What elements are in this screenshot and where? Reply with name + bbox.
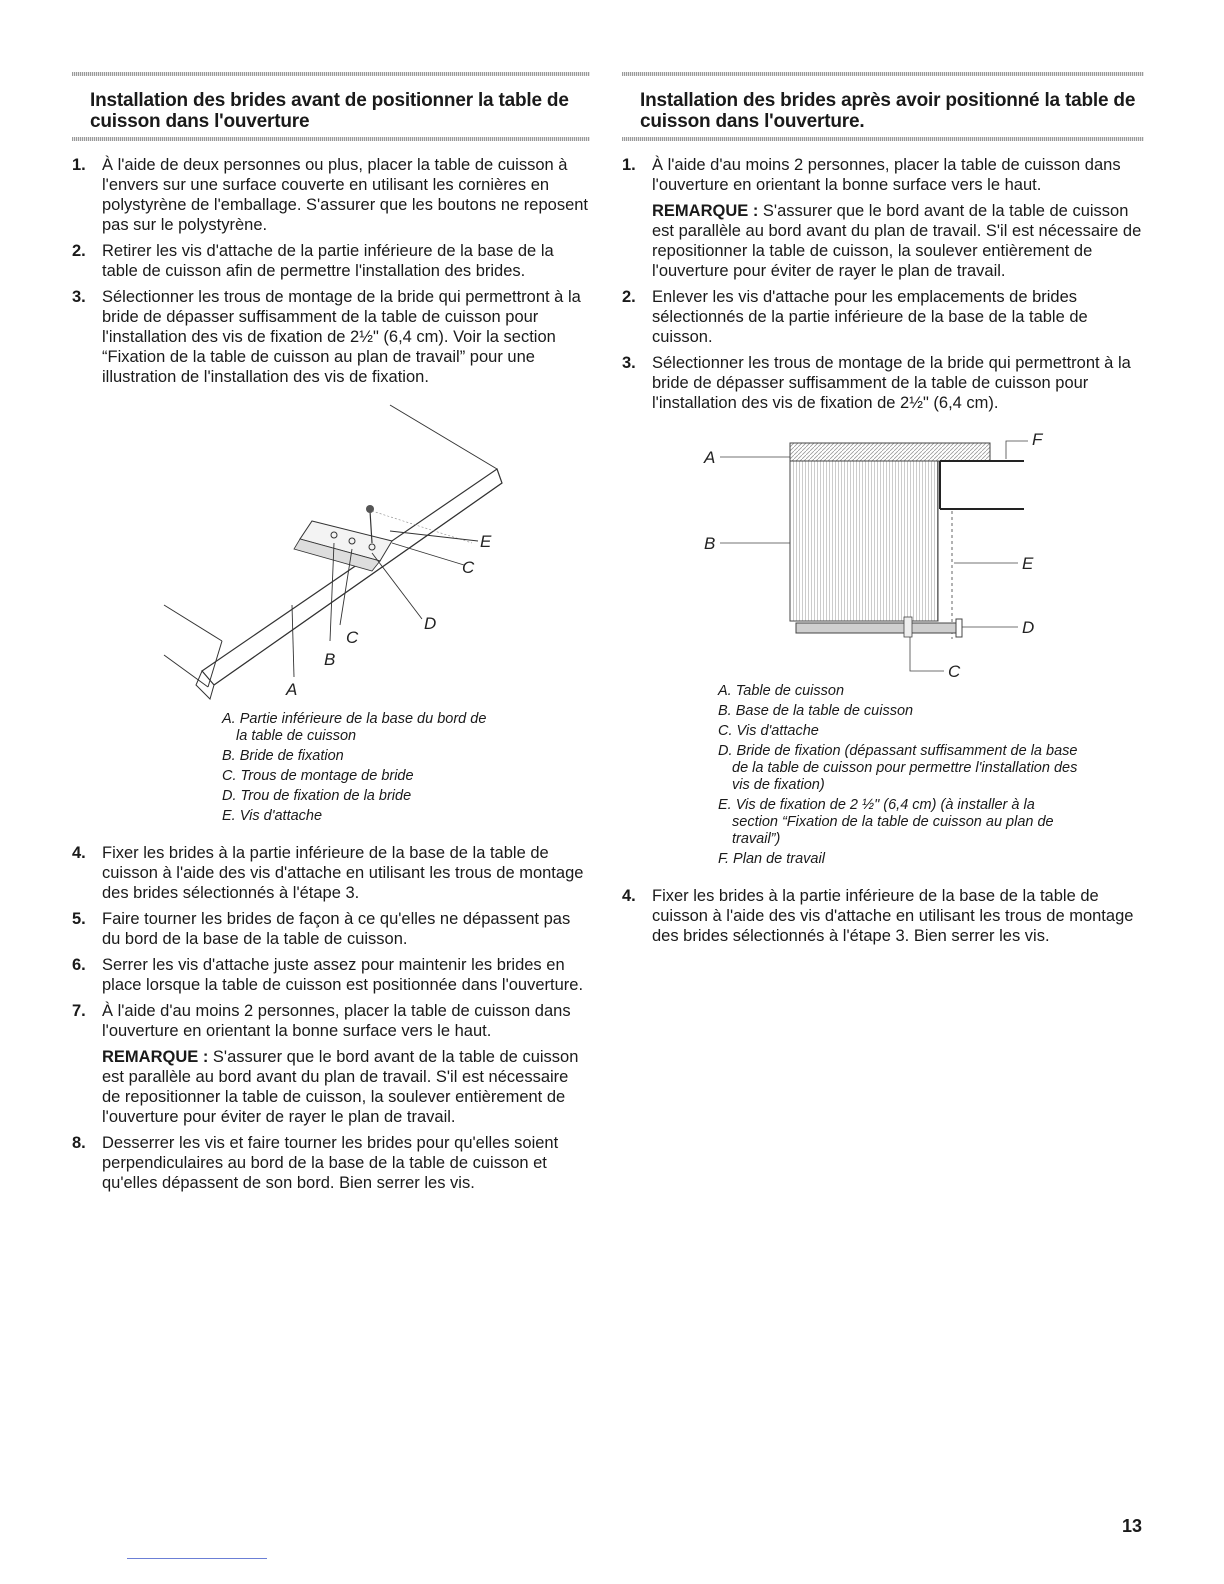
- legend-item: C. Trous de montage de bride: [222, 768, 414, 784]
- steps-list: [622, 886, 1144, 946]
- note-text: S'assurer que le bord avant de la table de cuisson est parallèle au bord avant du plan de travail. S'il est nécessaire de repositionner la table de cuisson, la soulever entièrement de l'ouverture pour éviter de rayer le plan de travail.: [102, 1048, 579, 1126]
- step-number: 3.: [72, 288, 86, 306]
- label-a: A: [286, 680, 298, 699]
- legend-item: D. Bride de fixation (dépassant suffisamment de la base de la table de cuisson pour permettre l'installation des vis de fixation): [718, 743, 1078, 793]
- label-c-left: C: [346, 628, 359, 647]
- legend-item: C. Vis d'attache: [718, 723, 819, 739]
- right-column: [622, 72, 1144, 952]
- label-b: B: [704, 534, 716, 553]
- figure-legend: [718, 683, 1078, 868]
- legend-item: A. Partie inférieure de la base du bord de la table de cuisson: [222, 711, 487, 744]
- step-text: Retirer les vis d'attache de la partie inférieure de la base de la table de cuisson afin de permettre l'installation des brides.: [102, 242, 554, 280]
- step-number: 7.: [72, 1002, 86, 1020]
- step-text: Desserrer les vis et faire tourner les brides pour qu'elles soient perpendiculaires au bord de la base de la table de cuisson et qu'elles dépassent de son bord. Bien serrer les vis.: [102, 1134, 559, 1192]
- legend-item: B. Bride de fixation: [222, 748, 344, 764]
- label-e: E: [480, 532, 492, 551]
- step-text: Sélectionner les trous de montage de la bride qui permettront à la bride de dépasser suffisamment de la table de cuisson pour l'installation des vis de fixation de 2½" (6,4 cm). Voir la section “Fixation de la table de cuisson au plan de travail” pour une illustration de l'installation des vis de fixation.: [102, 288, 581, 386]
- step-item: [72, 241, 590, 281]
- steps-list: [72, 155, 590, 387]
- step-item: [72, 955, 590, 995]
- footer-line: [127, 1558, 267, 1559]
- step-item: [622, 886, 1144, 946]
- left-column: [72, 72, 590, 1199]
- section-rule-bottom: [622, 137, 1144, 141]
- legend-item: D. Trou de fixation de la bride: [222, 788, 412, 804]
- cross-section-figure: [622, 419, 1144, 677]
- step-text: Faire tourner les brides de façon à ce qu'elles ne dépassent pas du bord de la base de la table de cuisson.: [102, 910, 571, 948]
- section-rule-bottom: [72, 137, 590, 141]
- step-number: 5.: [72, 910, 86, 928]
- step-note: [652, 201, 1144, 281]
- step-item: [622, 287, 1144, 347]
- step-text: Sélectionner les trous de montage de la bride qui permettront à la bride de dépasser suffisamment de la table de cuisson pour l'installation des vis de fixation de 2½" (6,4 cm).: [652, 354, 1131, 412]
- step-text: Serrer les vis d'attache juste assez pour maintenir les brides en place lorsque la table de cuisson est positionnée dans l'ouverture.: [102, 956, 584, 994]
- label-d: D: [424, 614, 437, 633]
- step-number: 3.: [622, 354, 636, 372]
- note-label: REMARQUE :: [102, 1048, 209, 1066]
- step-number: 2.: [72, 242, 86, 260]
- step-item: [72, 287, 590, 387]
- step-item: [72, 1133, 590, 1193]
- steps-list: [622, 155, 1144, 413]
- step-number: 4.: [72, 844, 86, 862]
- section-heading: Installation des brides après avoir positionné la table de cuisson dans l'ouverture.: [640, 90, 1136, 132]
- label-e: E: [1022, 554, 1034, 573]
- step-number: 6.: [72, 956, 86, 974]
- cross-section-illustration: [622, 419, 1144, 677]
- step-item: [72, 1001, 590, 1127]
- legend-item: E. Vis d'attache: [222, 808, 323, 824]
- step-item: [72, 843, 590, 903]
- note-label: REMARQUE :: [652, 202, 759, 220]
- step-item: [72, 155, 590, 235]
- steps-list: [72, 843, 590, 1193]
- step-item: [622, 353, 1144, 413]
- step-text: À l'aide de deux personnes ou plus, placer la table de cuisson à l'envers sur une surface couverte en utilisant les cornières en polystyrène de l'emballage. S'assurer que les boutons ne reposent pas sur le polystyrène.: [102, 156, 589, 234]
- label-c: C: [948, 662, 961, 677]
- legend-item: E. Vis de fixation de 2 ½" (6,4 cm) (à installer à la section “Fixation de la table de cuisson au plan de travail”): [718, 797, 1054, 847]
- step-text: Fixer les brides à la partie inférieure de la base de la table de cuisson à l'aide des vis d'attache en utilisant les trous de montage des brides sélectionnés à l'étape 3.: [102, 844, 584, 902]
- step-text: Fixer les brides à la partie inférieure de la base de la table de cuisson à l'aide des vis d'attache en utilisant les trous de montage des brides sélectionnés à l'étape 3. Bien serrer les vis.: [652, 887, 1134, 945]
- legend-item: F. Plan de travail: [718, 851, 825, 867]
- label-b: B: [324, 650, 336, 669]
- label-c-right: C: [462, 558, 475, 577]
- legend-item: A. Table de cuisson: [718, 683, 845, 699]
- step-item: [622, 155, 1144, 281]
- note-text: S'assurer que le bord avant de la table de cuisson est parallèle au bord avant du plan de travail. S'il est nécessaire de repositionner la table de cuisson, la soulever entièrement de l'ouverture pour éviter de rayer le plan de travail.: [652, 202, 1142, 280]
- step-text: À l'aide d'au moins 2 personnes, placer la table de cuisson dans l'ouverture en orientant la bonne surface vers le haut.: [102, 1002, 571, 1040]
- label-f: F: [1032, 430, 1043, 449]
- figure-legend: [222, 711, 492, 825]
- label-a: A: [704, 448, 716, 467]
- step-number: 4.: [622, 887, 636, 905]
- step-number: 1.: [72, 156, 86, 174]
- label-d: D: [1022, 618, 1035, 637]
- step-note: [102, 1047, 590, 1127]
- step-text: Enlever les vis d'attache pour les emplacements de brides sélectionnés de la partie inférieure de la base de la table de cuisson.: [652, 288, 1088, 346]
- legend-item: B. Base de la table de cuisson: [718, 703, 914, 719]
- bracket-illustration: [72, 393, 590, 711]
- step-number: 2.: [622, 288, 636, 306]
- step-number: 1.: [622, 156, 636, 174]
- step-text: À l'aide d'au moins 2 personnes, placer la table de cuisson dans l'ouverture en orientant la bonne surface vers le haut.: [652, 156, 1121, 194]
- section-heading: Installation des brides avant de positionner la table de cuisson dans l'ouverture: [90, 90, 569, 132]
- step-number: 8.: [72, 1134, 86, 1152]
- page-number: 13: [1121, 1516, 1142, 1536]
- step-item: [72, 909, 590, 949]
- bracket-figure: [72, 393, 590, 711]
